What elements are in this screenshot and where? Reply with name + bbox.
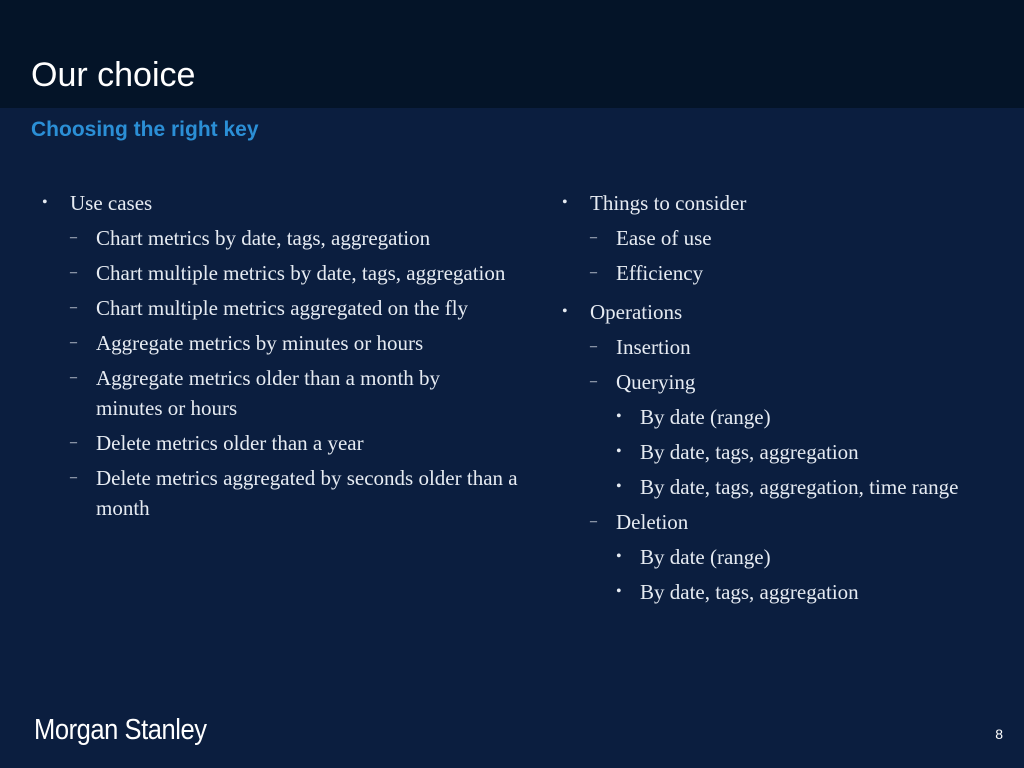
bullet-icon: • — [616, 583, 622, 600]
sub-bullet-label: Aggregate metrics by minutes or hours — [96, 331, 424, 355]
bullet-use-cases — [40, 188, 550, 218]
sub-bullet — [40, 428, 550, 458]
bullet-icon: • — [562, 194, 568, 211]
use-cases-column — [40, 188, 550, 528]
sub-bullet-label: Delete metrics aggregated by seconds older than a month — [96, 466, 518, 520]
sub-bullet — [40, 258, 550, 288]
sub-bullet — [40, 363, 550, 423]
bullet-icon: • — [616, 443, 622, 460]
sub-bullet-label: Delete metrics older than a year — [96, 431, 364, 455]
sub-bullet-label: Deletion — [616, 510, 689, 534]
dash-icon: – — [70, 265, 77, 280]
bullet-label: Use cases — [70, 191, 153, 215]
dash-icon: – — [70, 435, 77, 450]
dash-icon: – — [70, 230, 77, 245]
dash-icon: – — [70, 300, 77, 315]
sub-bullet — [560, 332, 1010, 362]
sub-sub-bullet-label: By date, tags, aggregation, time range — [640, 475, 959, 499]
bullet-icon: • — [42, 194, 48, 211]
sub-sub-bullet — [560, 577, 1010, 607]
sub-bullet-label: Aggregate metrics older than a month by minutes or hours — [96, 366, 441, 420]
sub-bullet-label: Chart multiple metrics by date, tags, aggregation — [96, 261, 506, 285]
slide-title: Our choice — [31, 56, 196, 94]
sub-bullet — [40, 223, 550, 253]
considerations-column — [560, 188, 1010, 612]
sub-bullet-label: Chart multiple metrics aggregated on the fly — [96, 296, 469, 320]
sub-bullet — [40, 293, 550, 323]
sub-sub-bullet — [560, 472, 1010, 502]
sub-bullet-label: Querying — [616, 370, 696, 394]
bullet-things-to-consider — [560, 188, 1010, 218]
bullet-label: Operations — [590, 300, 683, 324]
sub-bullet-label: Chart metrics by date, tags, aggregation — [96, 226, 431, 250]
sub-bullet-label: Efficiency — [616, 261, 704, 285]
dash-icon: – — [70, 470, 77, 485]
dash-icon: – — [590, 514, 597, 529]
dash-icon: – — [590, 230, 597, 245]
sub-bullet — [560, 258, 1010, 288]
sub-sub-bullet-label: By date (range) — [640, 545, 771, 569]
sub-bullet — [40, 328, 550, 358]
sub-sub-bullet — [560, 402, 1010, 432]
sub-sub-bullet-label: By date, tags, aggregation — [640, 440, 859, 464]
page-number: 8 — [995, 726, 1003, 742]
bullet-label: Things to consider — [590, 191, 747, 215]
slide-subtitle: Choosing the right key — [31, 118, 259, 141]
sub-sub-bullet — [560, 437, 1010, 467]
bullet-icon: • — [616, 478, 622, 495]
sub-sub-bullet-label: By date, tags, aggregation — [640, 580, 859, 604]
dash-icon: – — [70, 335, 77, 350]
sub-sub-bullet-label: By date (range) — [640, 405, 771, 429]
sub-bullet — [560, 223, 1010, 253]
dash-icon: – — [590, 265, 597, 280]
bullet-icon: • — [562, 303, 568, 320]
sub-bullet — [40, 463, 550, 523]
dash-icon: – — [590, 339, 597, 354]
sub-bullet-label: Insertion — [616, 335, 691, 359]
bullet-operations — [560, 297, 1010, 327]
dash-icon: – — [70, 370, 77, 385]
sub-bullet — [560, 367, 1010, 397]
sub-sub-bullet — [560, 542, 1010, 572]
dash-icon: – — [590, 374, 597, 389]
bullet-icon: • — [616, 548, 622, 565]
bullet-icon: • — [616, 408, 622, 425]
morgan-stanley-logo: Morgan Stanley — [34, 714, 207, 746]
sub-bullet — [560, 507, 1010, 537]
sub-bullet-label: Ease of use — [616, 226, 712, 250]
